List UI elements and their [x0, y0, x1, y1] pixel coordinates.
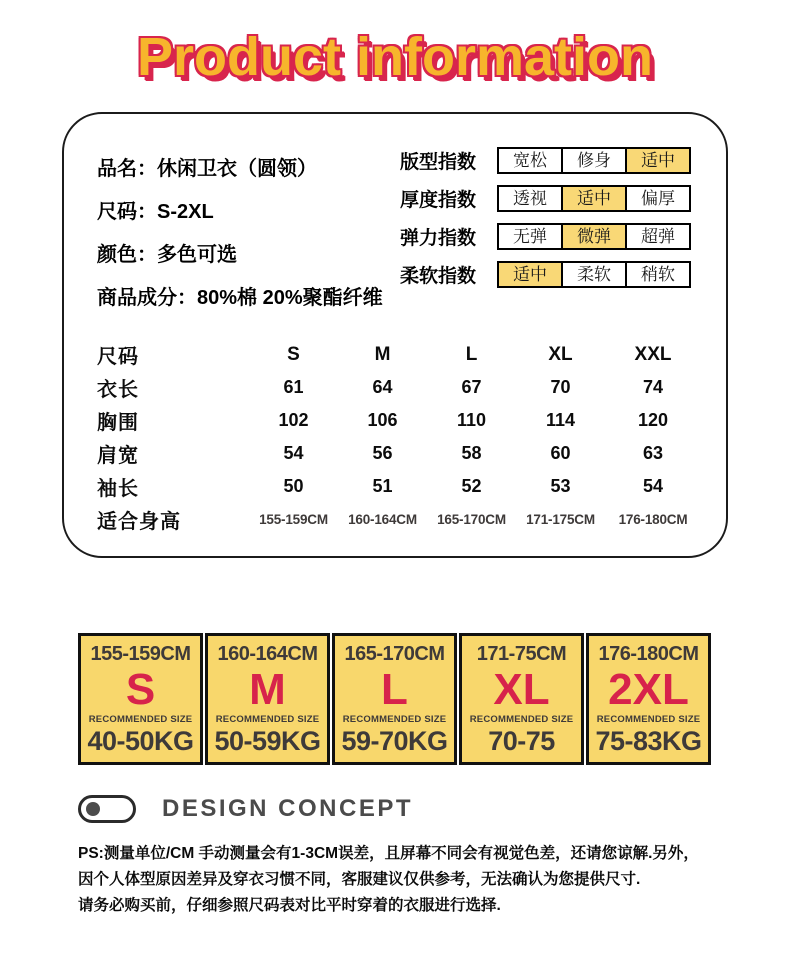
- card-weight-range: 40-50KG: [87, 726, 194, 756]
- index-option: 无弹: [497, 223, 563, 250]
- ps-line: 请务必购买前，仔细参照尺码表对比平时穿着的衣服进行选择.: [78, 897, 501, 914]
- size-card-xl: [459, 633, 584, 765]
- size-table-value: 67: [461, 377, 482, 397]
- card-note: RECOMMENDED SIZE: [342, 714, 447, 725]
- size-card-s: [78, 633, 203, 765]
- card-height-range: 160-164CM: [217, 643, 318, 665]
- card-weight-range: 50-59KG: [214, 726, 321, 756]
- index-options: [497, 261, 691, 288]
- fit-index-row: [400, 147, 691, 174]
- size-table-col: XXL: [634, 343, 672, 365]
- size-table-value: 63: [642, 443, 664, 463]
- card-weight-range: 59-70KG: [341, 726, 448, 756]
- field-value: S-2XL: [157, 201, 214, 223]
- card-height-range: 171-75CM: [476, 643, 567, 665]
- size-table-value: 60: [550, 443, 571, 463]
- index-options: [497, 223, 691, 250]
- design-concept-section: [78, 795, 413, 823]
- elasticity-index-row: [400, 223, 691, 250]
- size-table-value: 50: [283, 476, 304, 496]
- card-note: RECOMMENDED SIZE: [469, 714, 574, 725]
- card-size-letter: L: [381, 665, 408, 714]
- toggle-icon: [78, 795, 136, 823]
- size-card-2xl: [586, 633, 711, 765]
- card-note: RECOMMENDED SIZE: [88, 714, 193, 725]
- index-option: 适中: [497, 261, 563, 288]
- index-options: [497, 147, 691, 174]
- size-table-header-label: 尺码: [97, 346, 139, 368]
- card-size-letter: M: [249, 665, 286, 714]
- size-table-value: 160-164CM: [348, 512, 417, 527]
- ps-line: 因个人体型原因差异及穿衣习惯不同，客服建议仅供参考，无法确认为您提供尺寸.: [78, 871, 641, 888]
- index-option: 修身: [561, 147, 627, 174]
- card-note: RECOMMENDED SIZE: [596, 714, 701, 725]
- size-table-value: 53: [550, 476, 571, 496]
- index-label: 柔软指数: [400, 266, 477, 287]
- size-table-value: 176-180CM: [618, 512, 688, 527]
- size-table-value: 64: [372, 377, 393, 397]
- field-label: 尺码：: [97, 201, 157, 223]
- field-label: 颜色：: [97, 244, 157, 266]
- size-range-field: [97, 195, 383, 238]
- size-table-value: 61: [283, 377, 304, 397]
- card-height-range: 176-180CM: [598, 643, 699, 665]
- size-table-value: 120: [637, 410, 669, 430]
- size-table-value: 171-175CM: [526, 512, 595, 527]
- index-option: 稍软: [625, 261, 691, 288]
- size-table-row-label: 袖长: [97, 478, 139, 500]
- product-info-card: [62, 112, 728, 558]
- index-option: 微弹: [561, 223, 627, 250]
- card-weight-range: 75-83KG: [595, 726, 702, 756]
- size-table-value: 56: [372, 443, 393, 463]
- size-table-value: 52: [461, 476, 482, 496]
- size-table-value: 54: [642, 476, 664, 496]
- toggle-knob-icon: [86, 802, 100, 816]
- size-table-value: 106: [367, 410, 398, 430]
- size-card-m: [205, 633, 330, 765]
- index-label: 弹力指数: [400, 228, 477, 249]
- index-option: 柔软: [561, 261, 627, 288]
- thickness-index-row: [400, 185, 691, 212]
- size-table-value: 58: [461, 443, 482, 463]
- size-table-col: XL: [548, 343, 573, 365]
- card-size-letter: S: [125, 665, 156, 714]
- size-table-value: 114: [545, 410, 576, 430]
- size-table-value: 165-170CM: [437, 512, 506, 527]
- card-weight-range: 70-75: [488, 726, 555, 756]
- index-option: 宽松: [497, 147, 563, 174]
- card-size-letter: 2XL: [608, 665, 689, 714]
- size-card-l: [332, 633, 457, 765]
- composition-field: [97, 281, 383, 324]
- size-table-value: 51: [372, 476, 393, 496]
- size-table-value: 110: [456, 410, 487, 430]
- size-table-col: M: [374, 343, 391, 365]
- color-field: [97, 238, 383, 281]
- size-table: [97, 338, 701, 536]
- index-ratings: [400, 147, 691, 299]
- index-label: 厚度指数: [400, 190, 477, 211]
- size-table-row-label: 衣长: [97, 379, 139, 401]
- field-label: 品名：: [97, 158, 157, 180]
- card-height-range: 155-159CM: [90, 643, 191, 665]
- index-option: 适中: [561, 185, 627, 212]
- size-table-value: 155-159CM: [259, 512, 328, 527]
- product-fields: [97, 152, 383, 324]
- index-option: 超弹: [625, 223, 691, 250]
- size-table-value: 54: [283, 443, 304, 463]
- size-table-col: S: [287, 343, 300, 365]
- size-table-row-label: 胸围: [97, 412, 139, 434]
- field-value: 休闲卫衣（圆领）: [157, 158, 317, 180]
- card-size-letter: XL: [493, 665, 550, 714]
- size-table-col: L: [465, 343, 478, 365]
- size-table-row-label: 适合身高: [97, 511, 181, 533]
- size-table-value: 102: [278, 410, 309, 430]
- size-table-value: 74: [642, 377, 664, 397]
- index-options: [497, 185, 691, 212]
- ps-line: PS:测量单位/CM 手动测量会有1-3CM误差，且屏幕不同会有视觉色差，还请您谅解.另外，: [78, 845, 699, 862]
- index-option: 偏厚: [625, 185, 691, 212]
- ps-note: [78, 841, 743, 919]
- card-note: RECOMMENDED SIZE: [215, 714, 320, 725]
- size-table-value: 70: [550, 377, 571, 397]
- softness-index-row: [400, 261, 691, 288]
- field-label: 商品成分：: [97, 287, 197, 309]
- field-value: 多色可选: [157, 244, 237, 266]
- field-value: 80%棉 20%聚酯纤维: [197, 287, 383, 309]
- index-option: 适中: [625, 147, 691, 174]
- design-concept-title: DESIGN CONCEPT: [162, 795, 414, 822]
- product-name-field: [97, 152, 383, 195]
- card-height-range: 165-170CM: [344, 643, 445, 665]
- index-option: 透视: [497, 185, 563, 212]
- page-title: Product information: [137, 27, 653, 87]
- index-label: 版型指数: [400, 152, 477, 173]
- size-table-row-label: 肩宽: [97, 445, 139, 467]
- size-recommendation-cards: [78, 633, 711, 765]
